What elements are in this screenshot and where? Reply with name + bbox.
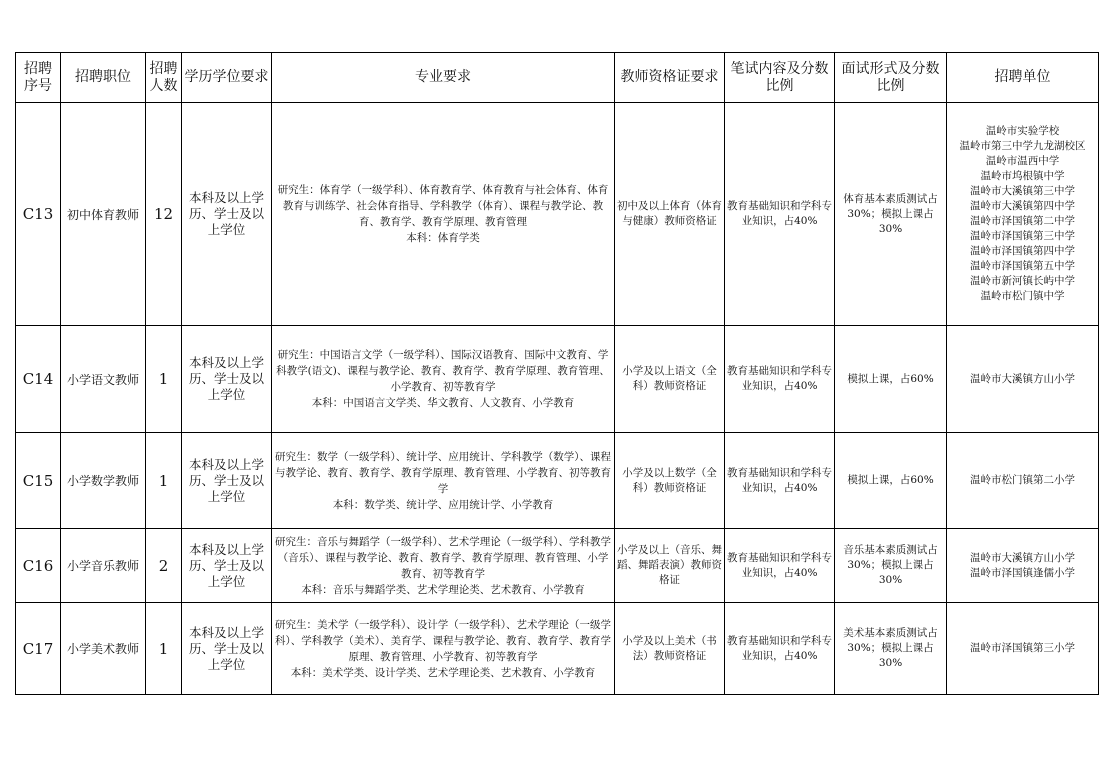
major-graduate: 研究生：音乐与舞蹈学（一级学科）、艺术学理论（一级学科）、学科教学（音乐）、课程与教学论、教育、教育学、教育学原理、教育管理、小学教育、初等教育学	[275, 535, 611, 580]
row-exam: 教育基础知识和学科专业知识，占40%	[725, 433, 835, 529]
row-exam: 教育基础知识和学科专业知识，占40%	[725, 529, 835, 603]
unit-item: 温岭市大溪镇第三中学	[970, 185, 1075, 197]
unit-item: 温岭市大溪镇第四中学	[970, 200, 1075, 212]
row-certificate: 小学及以上（音乐、舞蹈、舞蹈表演）教师资格证	[615, 529, 725, 603]
row-major	[272, 529, 615, 603]
unit-item: 温岭市泽国镇第五中学	[970, 260, 1075, 272]
row-count: 1	[146, 603, 182, 695]
unit-item: 温岭市泽国镇第四中学	[970, 245, 1075, 257]
row-exam: 教育基础知识和学科专业知识，占40%	[725, 326, 835, 433]
row-count: 2	[146, 529, 182, 603]
major-graduate: 研究生：美术学（一级学科）、设计学（一级学科）、艺术学理论（一级学科）、学科教学（美术）、美育学、课程与教学论、教育、教育学、教育学原理、教育管理、小学教育、初等教育学	[275, 618, 611, 663]
table-row	[16, 103, 1099, 326]
row-education: 本科及以上学历、学士及以上学位	[182, 603, 272, 695]
row-units	[947, 326, 1099, 433]
row-certificate: 初中及以上体育（体育与健康）教师资格证	[615, 103, 725, 326]
unit-item: 温岭市新河镇长屿中学	[970, 275, 1075, 287]
row-count: 1	[146, 326, 182, 433]
row-count: 1	[146, 433, 182, 529]
unit-item: 温岭市大溪镇方山小学	[970, 551, 1075, 564]
table-row	[16, 603, 1099, 695]
major-graduate: 研究生：中国语言文学（一级学科）、国际汉语教育、国际中文教育、学科教学(语文)、课程与教学论、教育、教育学、教育学原理、教育管理、小学教育、初等教育学	[276, 349, 610, 393]
row-code: C15	[16, 433, 61, 529]
recruitment-table	[15, 52, 1099, 695]
major-graduate: 研究生：体育学（一级学科）、体育教育学、体育教育与社会体育、体育教育与训练学、社会体育指导、学科教学（体育）、课程与教学论、教育、教育学、教育学原理、教育管理	[277, 184, 609, 228]
header-education: 学历学位要求	[182, 53, 272, 103]
row-interview: 音乐基本素质测试占30%；模拟上课占30%	[835, 529, 947, 603]
row-code: C14	[16, 326, 61, 433]
row-interview: 体育基本素质测试占30%；模拟上课占30%	[835, 103, 947, 326]
row-major	[272, 603, 615, 695]
major-undergraduate: 本科：中国语言文学类、华文教育、人文教育、小学教育	[311, 397, 575, 409]
major-undergraduate: 本科：体育学类	[406, 232, 480, 244]
header-units: 招聘单位	[947, 53, 1099, 103]
major-undergraduate: 本科：音乐与舞蹈学类、艺术学理论类、艺术教育、小学教育	[301, 583, 585, 596]
unit-item: 温岭市泽国镇第三小学	[970, 642, 1075, 654]
row-code: C16	[16, 529, 61, 603]
unit-item: 温岭市泽国镇第三中学	[970, 230, 1075, 242]
row-major	[272, 103, 615, 326]
unit-item: 温岭市温西中学	[985, 155, 1060, 167]
header-certificate: 教师资格证要求	[615, 53, 725, 103]
row-position: 小学语文教师	[61, 326, 146, 433]
table-row	[16, 433, 1099, 529]
row-units	[947, 433, 1099, 529]
unit-item: 温岭市泽国镇第二中学	[970, 215, 1075, 227]
major-undergraduate: 本科：数学类、统计学、应用统计学、小学教育	[332, 498, 554, 511]
header-exam: 笔试内容及分数比例	[725, 53, 835, 103]
header-code: 招聘序号	[16, 53, 61, 103]
row-position: 小学音乐教师	[61, 529, 146, 603]
unit-item: 温岭市第三中学九龙湖校区	[959, 140, 1086, 152]
major-graduate: 研究生：数学（一级学科）、统计学、应用统计、学科教学（数学）、课程与教学论、教育、教育学、教育学原理、教育管理、小学教育、初等教育学	[275, 450, 611, 495]
header-major: 专业要求	[272, 53, 615, 103]
row-education: 本科及以上学历、学士及以上学位	[182, 433, 272, 529]
header-row	[16, 53, 1099, 103]
row-position: 小学数学教师	[61, 433, 146, 529]
row-education: 本科及以上学历、学士及以上学位	[182, 103, 272, 326]
row-position: 小学美术教师	[61, 603, 146, 695]
unit-item: 温岭市大溪镇方山小学	[970, 372, 1075, 385]
row-units	[947, 603, 1099, 695]
row-position: 初中体育教师	[61, 103, 146, 326]
table-row	[16, 326, 1099, 433]
unit-item: 温岭市实验学校	[985, 125, 1060, 137]
row-exam: 教育基础知识和学科专业知识，占40%	[725, 603, 835, 695]
row-exam: 教育基础知识和学科专业知识，占40%	[725, 103, 835, 326]
row-major	[272, 326, 615, 433]
major-undergraduate: 本科：美术学类、设计学类、艺术学理论类、艺术教育、小学教育	[290, 666, 596, 679]
row-count: 12	[146, 103, 182, 326]
header-position: 招聘职位	[61, 53, 146, 103]
row-units	[947, 103, 1099, 326]
row-code: C13	[16, 103, 61, 326]
row-education: 本科及以上学历、学士及以上学位	[182, 326, 272, 433]
unit-item: 温岭市坞根镇中学	[980, 170, 1065, 182]
row-certificate: 小学及以上美术（书法）教师资格证	[615, 603, 725, 695]
row-interview: 模拟上课，占60%	[835, 433, 947, 529]
row-education: 本科及以上学历、学士及以上学位	[182, 529, 272, 603]
unit-item: 温岭市松门镇第二小学	[970, 474, 1075, 486]
unit-item: 温岭市松门镇中学	[980, 290, 1065, 302]
header-interview: 面试形式及分数比例	[835, 53, 947, 103]
row-major	[272, 433, 615, 529]
header-count: 招聘人数	[146, 53, 182, 103]
row-interview: 模拟上课，占60%	[835, 326, 947, 433]
row-code: C17	[16, 603, 61, 695]
row-units	[947, 529, 1099, 603]
table-row	[16, 529, 1099, 603]
row-certificate: 小学及以上语文（全科）教师资格证	[615, 326, 725, 433]
unit-item: 温岭市泽国镇逢儒小学	[970, 566, 1075, 579]
row-certificate: 小学及以上数学（全科）教师资格证	[615, 433, 725, 529]
row-interview: 美术基本素质测试占30%；模拟上课占30%	[835, 603, 947, 695]
